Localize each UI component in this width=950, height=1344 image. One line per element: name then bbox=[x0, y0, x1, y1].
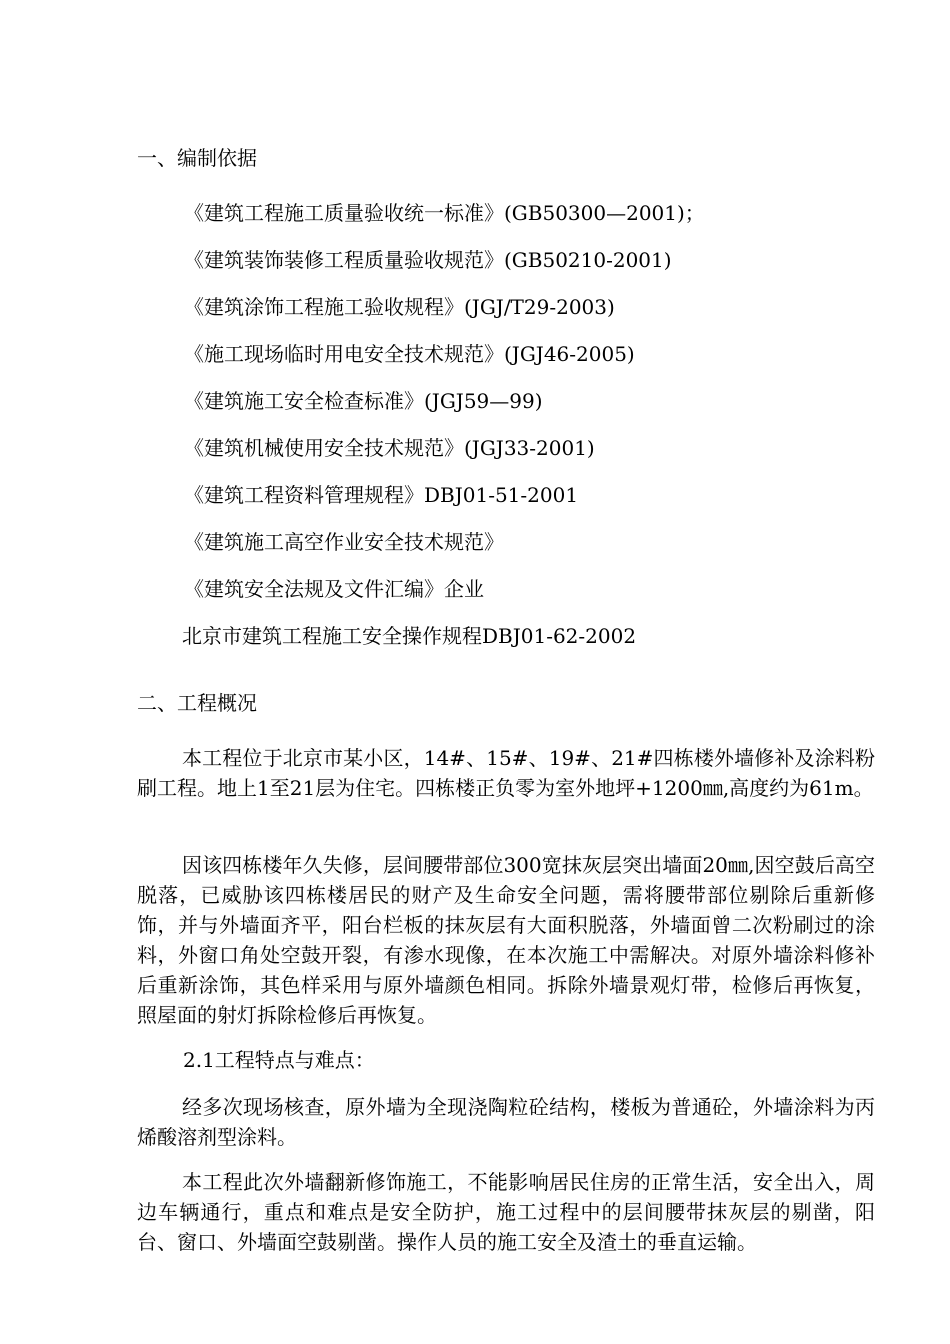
structure-paragraph: 经多次现场核查，原外墙为全现浇陶粒砼结构，楼板为普通砼，外墙涂料为丙烯酸溶剂型涂料。 bbox=[137, 1095, 875, 1149]
difficulties-paragraph: 本工程此次外墙翻新修饰施工，不能影响居民住房的正常生活，安全出入，周边车辆通行，重点和难点是安全防护，施工过程中的层间腰带抹灰层的剔凿，阳台、窗口、外墙面空鼓剔凿。操作人员的施工安全及渣土的垂直运输。 bbox=[137, 1170, 875, 1254]
section-2-heading: 二、工程概况 bbox=[137, 691, 257, 715]
reference-item: 《建筑工程施工质量验收统一标准》(GB50300—2001)； bbox=[184, 201, 705, 225]
subsection-heading: 2.1工程特点与难点： bbox=[183, 1048, 375, 1072]
overview-paragraph: 本工程位于北京市某小区，14#、15#、19#、21#四栋楼外墙修补及涂料粉刷工程。地上1至21层为住宅。四栋楼正负零为室外地坪+1200㎜,高度约为61m。 bbox=[137, 746, 875, 800]
reference-list bbox=[184, 201, 705, 671]
reference-item: 《施工现场临时用电安全技术规范》(JGJ46-2005) bbox=[184, 342, 635, 366]
section-1-heading: 一、编制依据 bbox=[137, 146, 257, 170]
reference-item: 《建筑涂饰工程施工验收规程》(JGJ/T29-2003) bbox=[184, 295, 615, 319]
reference-item: 《建筑施工安全检查标准》(JGJ59—99) bbox=[184, 389, 543, 413]
reference-item: 《建筑工程资料管理规程》DBJ01-51-2001 bbox=[184, 483, 579, 507]
reference-item: 《建筑装饰装修工程质量验收规范》(GB50210-2001) bbox=[184, 248, 672, 272]
reference-item: 《建筑安全法规及文件汇编》企业 bbox=[184, 577, 484, 601]
reference-item: 北京市建筑工程施工安全操作规程DBJ01-62-2002 bbox=[182, 624, 637, 648]
reference-item: 《建筑机械使用安全技术规范》(JGJ33-2001) bbox=[184, 436, 595, 460]
issues-paragraph: 因该四栋楼年久失修，层间腰带部位300宽抹灰层突出墙面20㎜,因空鼓后高空脱落，已威胁该四栋楼居民的财产及生命安全问题，需将腰带部位剔除后重新修饰，并与外墙面齐平，阳台栏板的抹灰层有大面积脱落，外墙面曾二次粉刷过的涂料，外窗口角处空鼓开裂，有渗水现像，在本次施工中需解决。对原外墙涂料修补后重新涂饰，其色样采用与原外墙颜色相同。拆除外墙景观灯带，检修后再恢复，照屋面的射灯拆除检修后再恢复。 bbox=[137, 853, 875, 1027]
reference-item: 《建筑施工高空作业安全技术规范》 bbox=[184, 530, 504, 554]
